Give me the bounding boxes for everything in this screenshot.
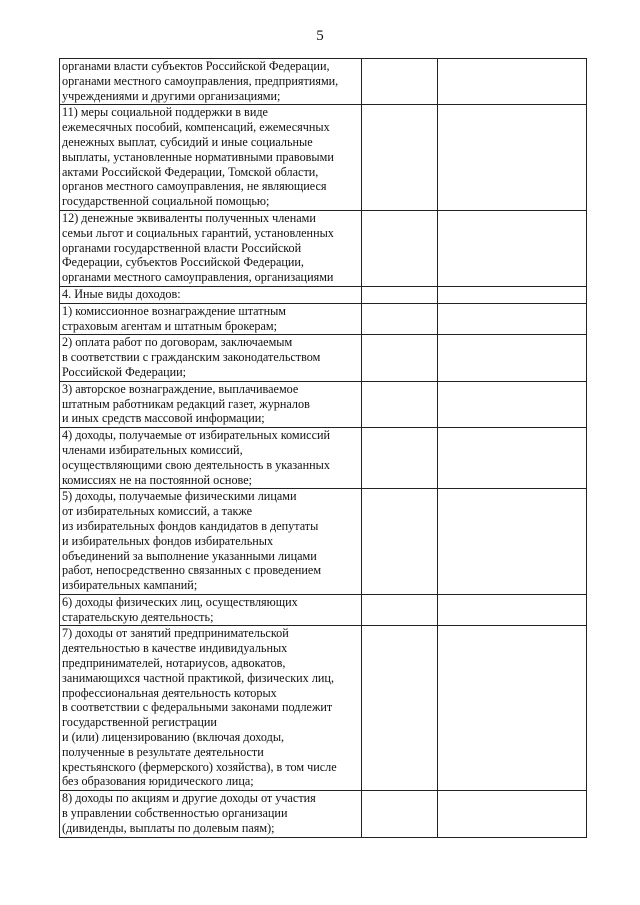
table-row [60, 626, 587, 791]
empty-cell [362, 428, 438, 489]
row-description: 6) доходы физических лиц, осуществляющих старательскую деятельность; [60, 594, 362, 626]
table-row [60, 428, 587, 489]
table-row [60, 286, 587, 303]
empty-cell [362, 594, 438, 626]
row-description: органами власти субъектов Российской Федерации, органами местного самоуправления, предприятиями, учреждениями и другими организациями; [60, 59, 362, 105]
empty-cell [362, 335, 438, 381]
empty-cell [438, 428, 587, 489]
table-row [60, 791, 587, 837]
empty-cell [438, 105, 587, 211]
empty-cell [438, 59, 587, 105]
table-row [60, 105, 587, 211]
row-description: 7) доходы от занятий предпринимательской деятельностью в качестве индивидуальных предпринимателей, нотариусов, адвокатов, занимающихся частной практикой, физических лиц, профессиональная деятельность которых в соответствии с федеральными законами подлежит государственной регистрации и (или) лицензированию (включая доходы, полученные в результате деятельности крестьянского (фермерского) хозяйства), в том числе без образования юридического лица; [60, 626, 362, 791]
table-row [60, 210, 587, 286]
empty-cell [438, 210, 587, 286]
table-row [60, 59, 587, 105]
empty-cell [438, 594, 587, 626]
empty-cell [438, 791, 587, 837]
table-row [60, 381, 587, 427]
empty-cell [362, 210, 438, 286]
section-heading: 4. Иные виды доходов: [60, 286, 362, 303]
page-number: 5 [316, 28, 324, 44]
row-description: 4) доходы, получаемые от избирательных комиссий членами избирательных комиссий, осуществляющими свою деятельность в указанных комиссиях не на постоянной основе; [60, 428, 362, 489]
empty-cell [362, 303, 438, 335]
empty-cell [362, 626, 438, 791]
table-row [60, 303, 587, 335]
empty-cell [362, 59, 438, 105]
empty-cell [438, 335, 587, 381]
empty-cell [362, 791, 438, 837]
row-description: 3) авторское вознаграждение, выплачиваемое штатным работникам редакций газет, журналов и иных средств массовой информации; [60, 381, 362, 427]
empty-cell [362, 489, 438, 595]
empty-cell [362, 286, 438, 303]
table-row [60, 489, 587, 595]
row-description: 5) доходы, получаемые физическими лицами от избирательных комиссий, а также из избирательных фондов кандидатов в депутаты и избирательных фондов избирательных объединений за выполнение указанными лицами работ, непосредственно связанных с проведением избирательных кампаний; [60, 489, 362, 595]
row-description: 11) меры социальной поддержки в виде ежемесячных пособий, компенсаций, ежемесячных денежных выплат, субсидий и иные социальные выплаты, установленные нормативными правовыми актами Российской Федерации, Томской области, органов местного самоуправления, не являющиеся государственной социальной помощью; [60, 105, 362, 211]
table-row [60, 335, 587, 381]
row-description: 1) комиссионное вознаграждение штатным страховым агентам и штатным брокерам; [60, 303, 362, 335]
empty-cell [438, 489, 587, 595]
table-row [60, 594, 587, 626]
income-table [59, 58, 587, 838]
empty-cell [438, 381, 587, 427]
row-description: 8) доходы по акциям и другие доходы от участия в управлении собственностью организации (дивиденды, выплаты по долевым паям); [60, 791, 362, 837]
row-description: 2) оплата работ по договорам, заключаемым в соответствии с гражданским законодательством Российской Федерации; [60, 335, 362, 381]
empty-cell [438, 626, 587, 791]
empty-cell [362, 381, 438, 427]
empty-cell [438, 303, 587, 335]
row-description: 12) денежные эквиваленты полученных членами семьи льгот и социальных гарантий, установленных органами государственной власти Российской Федерации, субъектов Российской Федерации, органами местного самоуправления, организациями [60, 210, 362, 286]
empty-cell [438, 286, 587, 303]
empty-cell [362, 105, 438, 211]
